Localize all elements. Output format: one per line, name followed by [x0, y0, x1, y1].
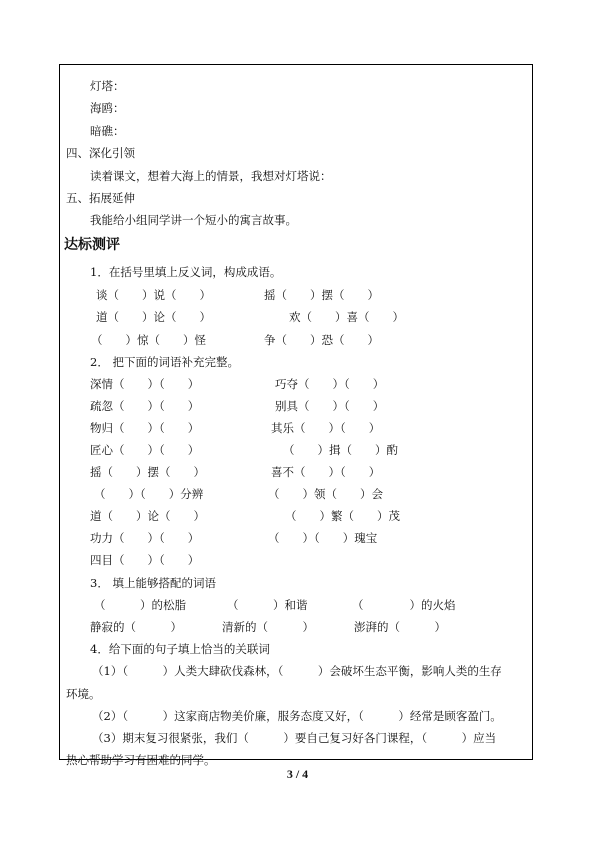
question-2-item: 匠心（ ）（ ） [90, 443, 200, 457]
question-4-item: （2）（ ）这家商店物美价廉，服务态度又好，（ ）经常是顾客盈门。 [92, 709, 502, 723]
question-1-item: 欢（ ）喜（ ） [289, 310, 404, 324]
question-2-item: 摇（ ）摆（ ） [90, 465, 205, 479]
section-heading: 四、深化引领 [66, 146, 135, 160]
question-2-item: 深情（ ）（ ） [90, 377, 200, 391]
question-1-item: 争（ ）恐（ ） [264, 333, 379, 347]
question-2-item: （ ）繁（ ）茂 [285, 509, 400, 523]
question-4-item: 环境。 [66, 687, 101, 701]
question-2-item: 疏忽（ ）（ ） [90, 399, 200, 413]
question-1-item: 道（ ）论（ ） [96, 310, 211, 324]
question-1-item: （ ）惊（ ）怪 [91, 333, 206, 347]
question-4-item: （3）期末复习很紧张，我们（ ）要自己复习好各门课程，（ ）应当 [92, 731, 497, 745]
question-4-item: 热心帮助学习有困难的同学。 [66, 753, 216, 767]
question-3-item: （ ）的火焰 [352, 598, 456, 612]
question-3-item: 澎湃的（ ） [354, 620, 446, 634]
assessment-heading: 达标测评 [64, 237, 120, 253]
question-2-item: 功力（ ）（ ） [90, 531, 200, 545]
question-1: 1．在括号里填上反义词，构成成语。 [90, 265, 282, 279]
question-2-item: 巧夺（ ）（ ） [275, 377, 385, 391]
text-line: 读着课文，想着大海上的情景，我想对灯塔说： [90, 169, 332, 183]
question-2-item: 其乐（ ）（ ） [271, 421, 381, 435]
question-2-item: 四目（ ）（ ） [90, 553, 200, 567]
text-line: 灯塔： [90, 79, 125, 93]
question-3-item: 静寂的（ ） [90, 620, 182, 634]
section-heading: 五、拓展延伸 [66, 191, 135, 205]
question-4: 4．给下面的句子填上恰当的关联词 [90, 642, 270, 656]
question-3: 3． 填上能够搭配的词语 [90, 576, 216, 590]
question-2-item: 喜不（ ）（ ） [271, 465, 381, 479]
question-3-item: （ ）和谐 [227, 598, 308, 612]
text-line: 海鸥： [90, 101, 125, 115]
question-2-item: （ ）领（ ）会 [268, 487, 383, 501]
question-3-item: （ ）的松脂 [94, 598, 186, 612]
page-number: 3 / 4 [286, 767, 309, 781]
text-line: 我能给小组同学讲一个短小的寓言故事。 [90, 213, 297, 227]
question-4-item: （1）（ ）人类大肆砍伐森林，（ ）会破坏生态平衡，影响人类的生存 [92, 664, 502, 678]
question-2-item: （ ）揖（ ）酌 [283, 443, 398, 457]
question-3-item: 清新的（ ） [222, 620, 314, 634]
question-2-item: 物归（ ）（ ） [90, 421, 200, 435]
question-2-item: （ ）（ ）瑰宝 [268, 531, 378, 545]
text-line: 暗礁： [90, 124, 125, 138]
question-2-item: 别具（ ）（ ） [275, 399, 385, 413]
question-2: 2． 把下面的词语补充完整。 [90, 355, 239, 369]
question-1-item: 谈（ ）说（ ） [96, 288, 211, 302]
question-2-item: 道（ ）论（ ） [90, 509, 205, 523]
question-1-item: 摇（ ）摆（ ） [264, 288, 379, 302]
question-2-item: （ ）（ ）分辨 [94, 487, 204, 501]
